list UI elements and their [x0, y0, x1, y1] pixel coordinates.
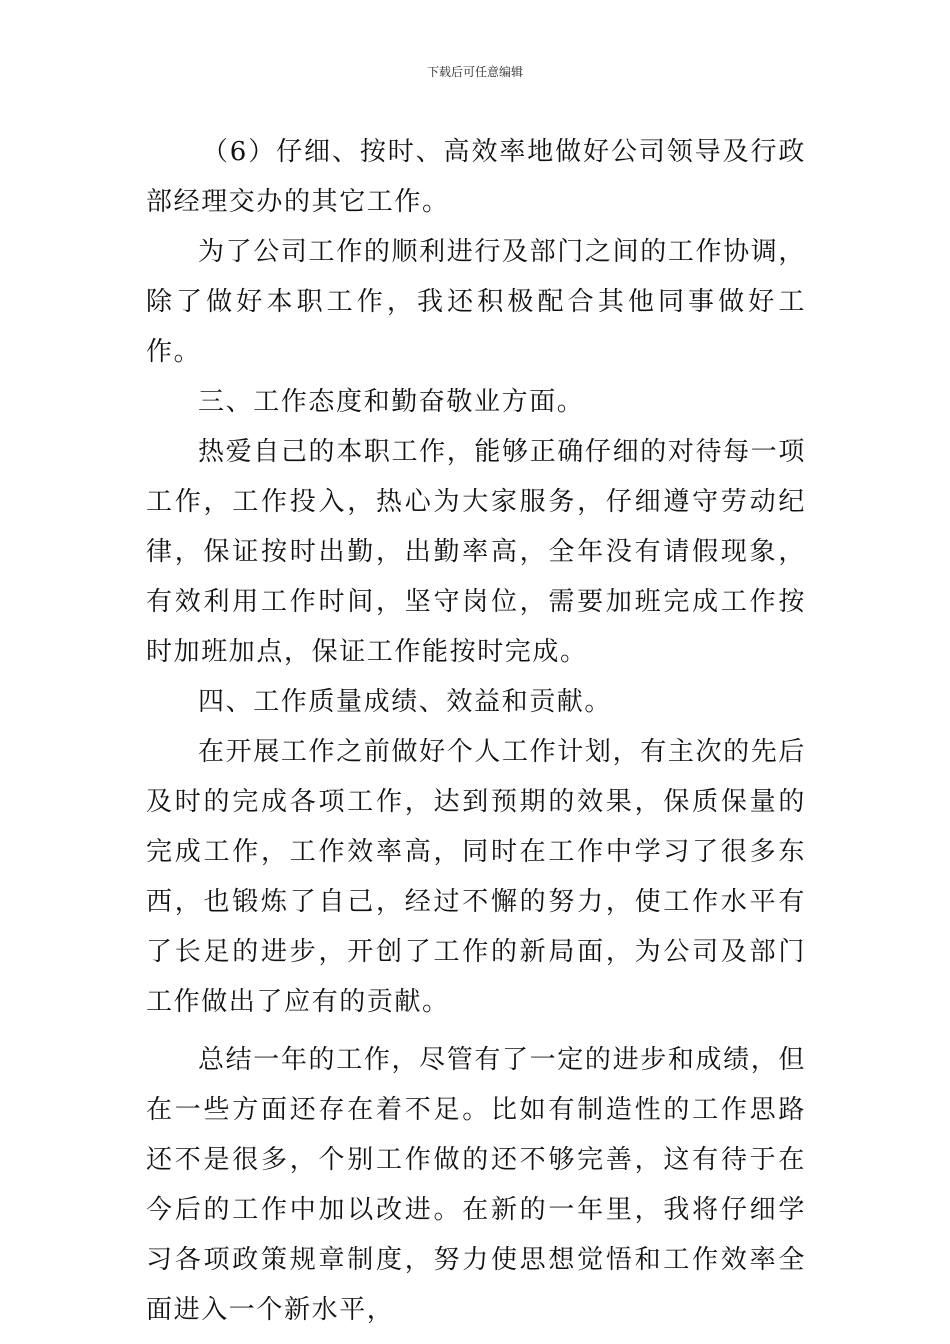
- paragraph-cooperation: 为了公司工作的顺利进行及部门之间的工作协调，除了做好本职工作，我还积极配合其他同事做好工作。: [146, 237, 806, 367]
- document-body: [146, 127, 806, 1335]
- paragraph-summary: 总结一年的工作，尽管有了一定的进步和成绩，但在一些方面还存在着不足。比如有制造性的工作思路还不是很多，个别工作做的还不够完善，这有待于在今后的工作中加以改进。在新的一年里，我将仔细学习各项政策规章制度，努力使思想觉悟和工作效率全面进入一个新水平，: [146, 1045, 806, 1325]
- section-heading-quality: 四、工作质量成绩、效益和贡献。: [198, 687, 613, 717]
- section-heading-attitude: 三、工作态度和勤奋敬业方面。: [198, 387, 585, 417]
- paragraph-quality: 在开展工作之前做好个人工作计划，有主次的先后及时的完成各项工作，达到预期的效果，保质保量的完成工作，工作效率高，同时在工作中学习了很多东西，也锻炼了自己，经过不懈的努力，使工作水平有了长足的进步，开创了工作的新局面，为公司及部门工作做出了应有的贡献。: [146, 737, 806, 1017]
- page-header: 下载后可任意编辑: [426, 65, 523, 79]
- paragraph-item-6: （6）仔细、按时、高效率地做好公司领导及行政部经理交办的其它工作。: [146, 137, 806, 217]
- paragraph-attitude: 热爱自己的本职工作，能够正确仔细的对待每一项工作，工作投入，热心为大家服务，仔细遵守劳动纪律，保证按时出勤，出勤率高，全年没有请假现象，有效利用工作时间，坚守岗位，需要加班完成工作按时加班加点，保证工作能按时完成。: [146, 437, 806, 667]
